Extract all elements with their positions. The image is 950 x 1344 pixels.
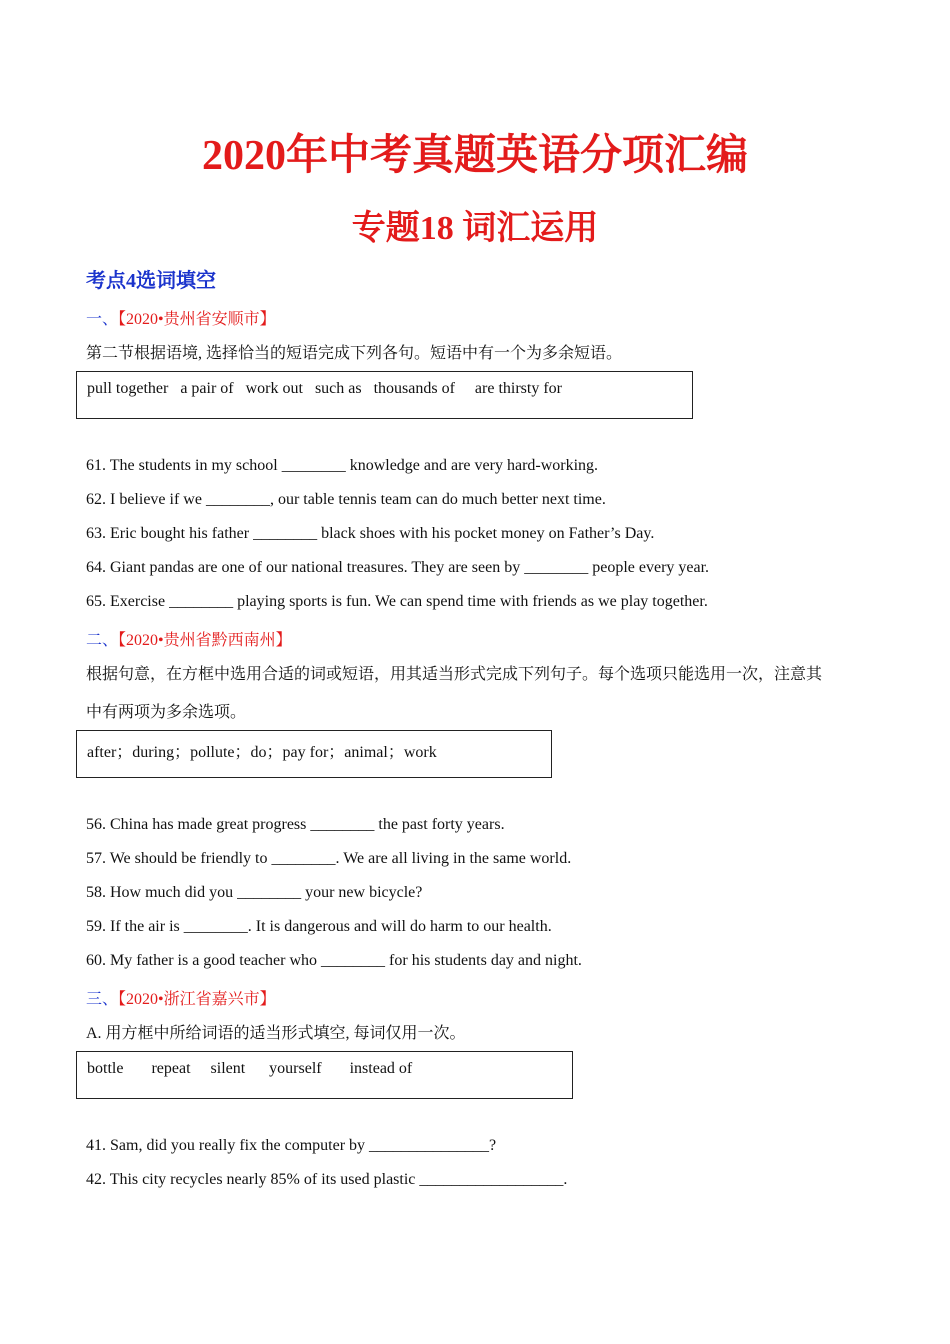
section-2-instruction-line-1: 根据句意，在方框中选用合适的词或短语，用其适当形式完成下列句子。每个选项只能选用一次，注意其 — [86, 666, 823, 683]
question-64: 64. Giant pandas are one of our national treasures. They are seen by ________ people every year. — [86, 559, 710, 576]
section-1-word-box — [76, 371, 693, 419]
question-65: 65. Exercise ________ playing sports is fun. We can spend time with friends as we play together. — [86, 593, 708, 610]
question-56: 56. China has made great progress ________ the past forty years. — [86, 816, 505, 833]
question-42: 42. This city recycles nearly 85% of its used plastic __________________. — [86, 1171, 568, 1188]
section-1-header — [86, 306, 276, 329]
document-subtitle: 专题18 词汇运用 — [351, 210, 599, 247]
question-41: 41. Sam, did you really fix the computer by _______________? — [86, 1137, 497, 1154]
question-62: 62. I believe if we ________, our table tennis team can do much better next time. — [86, 491, 606, 508]
question-58: 58. How much did you ________ your new bicycle? — [86, 884, 423, 901]
section-3-number: 三、 — [86, 991, 119, 1008]
section-1-source: 【2020•贵州省安顺市】 — [118, 311, 276, 328]
question-57: 57. We should be friendly to ________. We are all living in the same world. — [86, 850, 572, 867]
section-2-header — [86, 627, 292, 650]
section-2-instruction-line-2: 中有两项为多余选项。 — [86, 704, 247, 721]
section-2-source: 【2020•贵州省黔西南州】 — [118, 632, 292, 649]
topic-heading: 考点4选词填空 — [86, 270, 216, 292]
section-1-word-box-text: pull together a pair of work out such as thousands of are thirsty for — [87, 380, 563, 397]
section-1-number: 一、 — [86, 311, 119, 328]
section-3-source: 【2020•浙江省嘉兴市】 — [118, 991, 276, 1008]
section-2-word-box — [76, 730, 552, 778]
section-2-word-box-text: after；during；pollute；do；pay for；animal；work — [87, 744, 437, 761]
section-1-instruction: 第二节根据语境, 选择恰当的短语完成下列各句。短语中有一个为多余短语。 — [86, 345, 623, 362]
section-3-word-box — [76, 1051, 573, 1099]
question-63: 63. Eric bought his father ________ black shoes with his pocket money on Father’s Day. — [86, 525, 655, 542]
question-59: 59. If the air is ________. It is dangerous and will do harm to our health. — [86, 918, 552, 935]
section-3-instruction: A. 用方框中所给词语的适当形式填空, 每词仅用一次。 — [86, 1025, 466, 1042]
section-2-number: 二、 — [86, 632, 119, 649]
section-3-header — [86, 986, 276, 1009]
document-title: 2020年中考真题英语分项汇编 — [201, 133, 748, 179]
section-3-word-box-text: bottle repeat silent yourself instead of — [87, 1060, 413, 1077]
question-60: 60. My father is a good teacher who ________ for his students day and night. — [86, 952, 582, 969]
question-61: 61. The students in my school ________ knowledge and are very hard-working. — [86, 457, 599, 474]
